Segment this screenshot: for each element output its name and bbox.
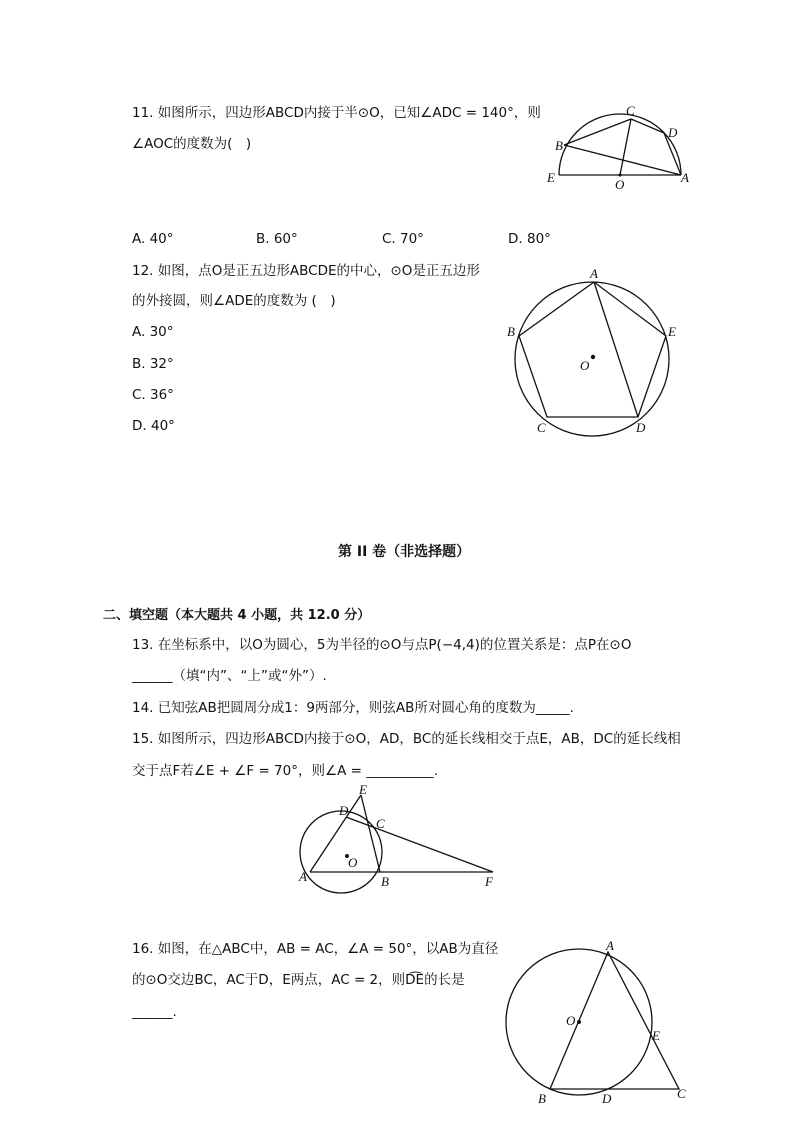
q15-label-b: B: [381, 874, 389, 889]
q15-text-line2: 交于点F若∠E + ∠F = 70°，则∠A = __________.: [132, 763, 439, 779]
q11-option-a: A. 40°: [132, 231, 174, 247]
q11-option-c: C. 70°: [382, 231, 424, 247]
q12-label-b: B: [507, 324, 515, 339]
part2-title: 第 II 卷（非选择题）: [338, 544, 471, 560]
q12-option-b: B. 32°: [132, 356, 174, 372]
q16-label-b: B: [538, 1091, 546, 1106]
q11-text-line2: ∠AOC的度数为( ): [132, 136, 252, 152]
q11-figure: [545, 100, 695, 195]
q16-label-e: E: [652, 1028, 660, 1043]
q16-text-line1: 16. 如图，在△ABC中，AB = AC，∠A = 50°，以AB为直径: [132, 941, 499, 957]
section2-title: 二、填空题（本大题共 4 小题，共 12.0 分）: [103, 608, 371, 623]
q11-text-line1: 11. 如图所示，四边形ABCD内接于半⊙O，已知∠ADC = 140°，则: [132, 105, 541, 121]
q12-option-c: C. 36°: [132, 387, 174, 403]
q15-figure: [295, 783, 505, 898]
q15-text-line1: 15. 如图所示，四边形ABCD内接于⊙O，AD，BC的延长线相交于点E，AB，DC的延长线相: [132, 731, 681, 747]
q15-label-f: F: [485, 874, 493, 889]
q13-text-line2: ______（填“内”、“上”或“外”）.: [132, 668, 327, 684]
q12-label-a: A: [590, 266, 598, 281]
q15-label-d: D: [339, 803, 349, 818]
q16-figure: [498, 935, 698, 1110]
q12-option-a: A. 30°: [132, 324, 174, 340]
q13-text-line1: 13. 在坐标系中，以O为圆心，5为半径的⊙O与点P(−4,4)的位置关系是：点P在⊙O: [132, 637, 632, 653]
q11-label-b: B: [555, 138, 563, 153]
q11-label-o: O: [615, 177, 625, 192]
q16-label-c: C: [677, 1086, 686, 1101]
q12-text-line1: 12. 如图，点O是正五边形ABCDE的中心，⊙O是正五边形: [132, 263, 480, 279]
q16-label-o: O: [566, 1013, 576, 1028]
q16-text-line2: 的⊙O交边BC，AC于D，E两点，AC = 2，则D͡E的长是: [132, 972, 465, 988]
q14-text-line1: 14. 已知弦AB把圆周分成1：9两部分，则弦AB所对圆心角的度数为_____.: [132, 700, 574, 716]
q12-label-d: D: [636, 420, 646, 435]
q12-text-line2: 的外接圆，则∠ADE的度数为 ( ): [132, 293, 336, 309]
q16-label-a: A: [606, 938, 614, 953]
q16-label-d: D: [602, 1091, 612, 1106]
q15-label-o: O: [348, 855, 358, 870]
q16-text-line3: ______.: [132, 1004, 177, 1020]
q15-label-e: E: [359, 782, 367, 797]
q11-option-b: B. 60°: [256, 231, 298, 247]
q12-option-d: D. 40°: [132, 418, 175, 434]
q15-label-a: A: [299, 869, 307, 884]
q12-label-c: C: [537, 420, 546, 435]
q11-label-e: E: [547, 170, 555, 185]
q11-option-d: D. 80°: [508, 231, 551, 247]
q11-label-c: C: [626, 103, 635, 118]
q12-label-o: O: [580, 358, 590, 373]
q15-label-c: C: [376, 816, 385, 831]
q11-label-a: A: [681, 170, 689, 185]
q12-figure: [500, 262, 690, 442]
q11-label-d: D: [668, 125, 678, 140]
q12-label-e: E: [668, 324, 676, 339]
